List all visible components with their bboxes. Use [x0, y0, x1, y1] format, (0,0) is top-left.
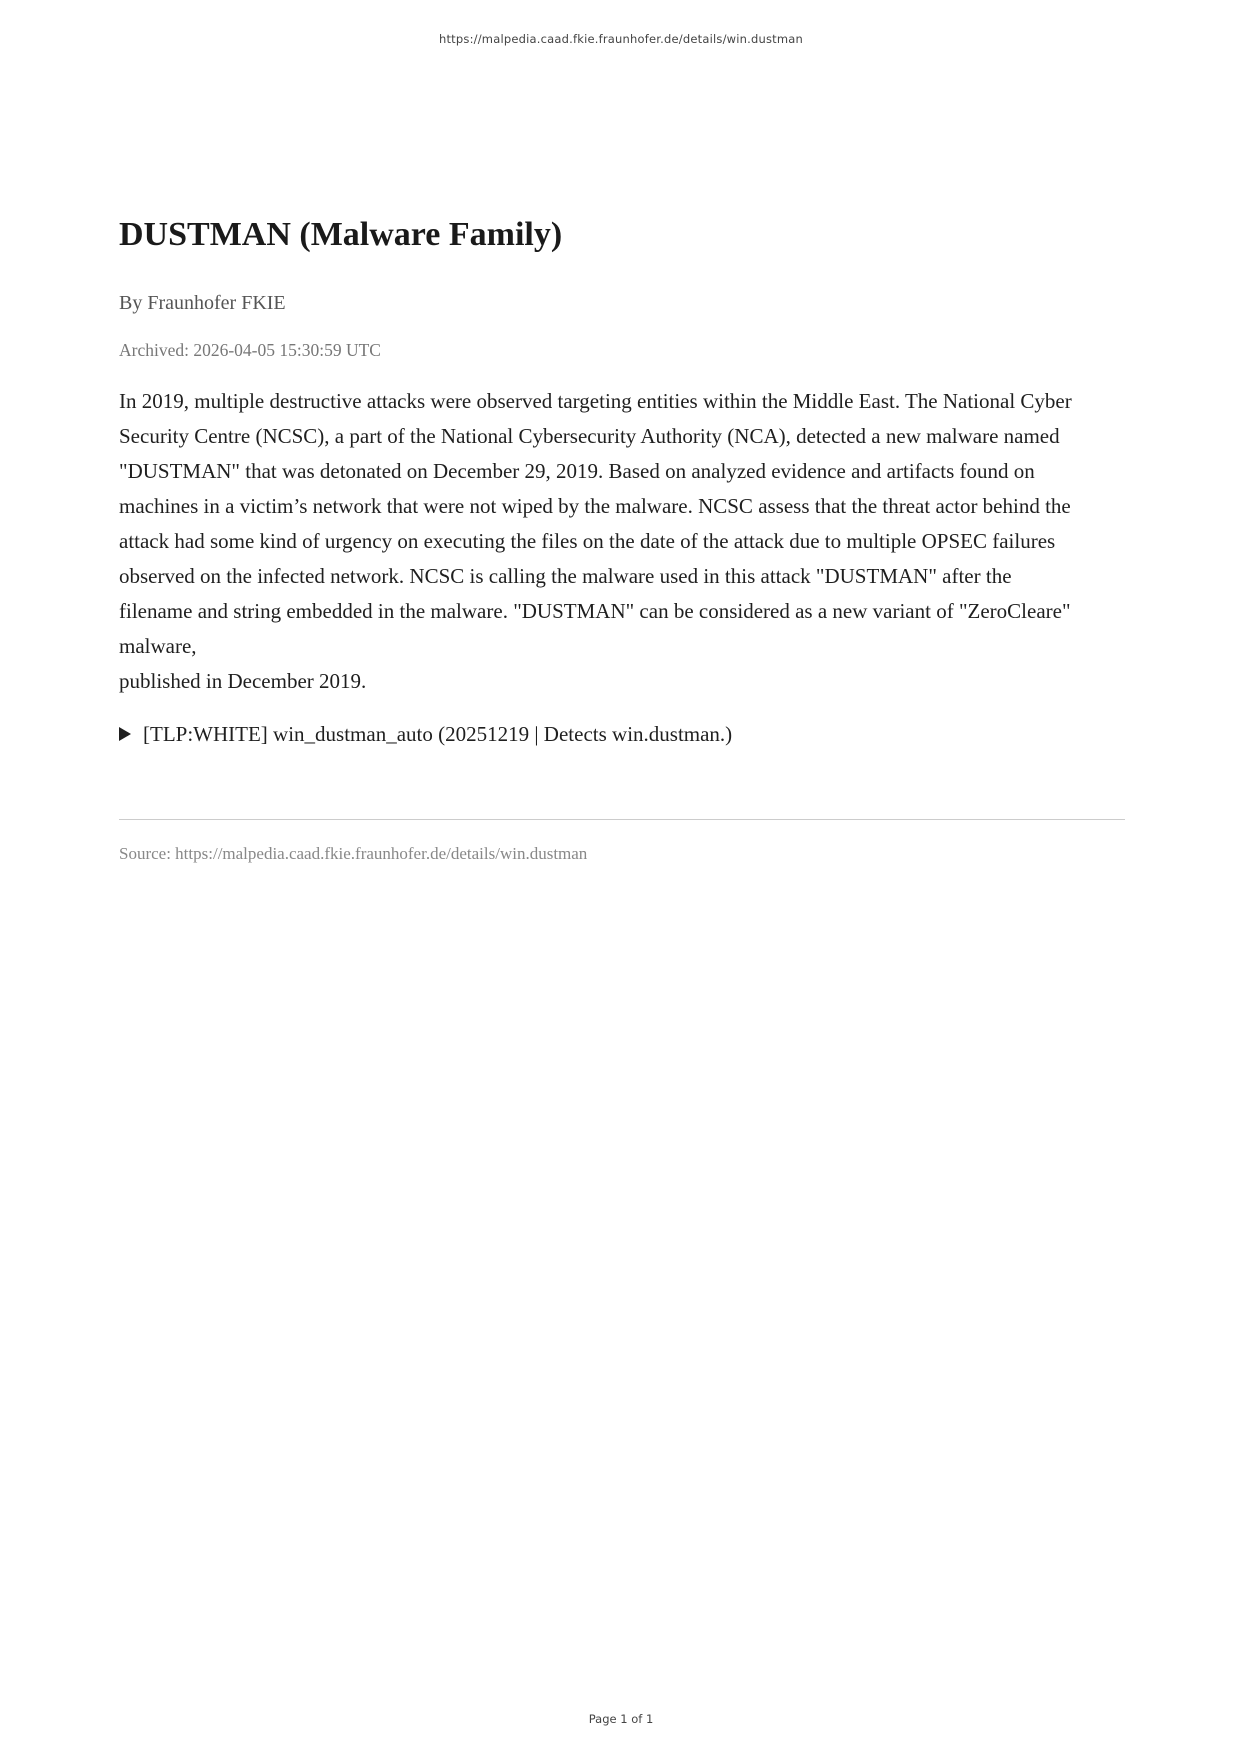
description-line: Security Centre (NCSC), a part of the National Cybersecurity Authority (NCA), detected a new malware named: [119, 424, 1060, 448]
description: [119, 384, 1125, 699]
archived-timestamp: Archived: 2026-04-05 15:30:59 UTC: [119, 340, 381, 360]
description-line: machines in a victim’s network that were not wiped by the malware. NCSC assess that the threat actor behind the: [119, 494, 1071, 518]
divider: [119, 819, 1125, 820]
description-line: observed on the infected network. NCSC is calling the malware used in this attack "DUSTMAN" after the: [119, 564, 1012, 588]
description-line: filename and string embedded in the malware. "DUSTMAN" can be considered as a new variant of "ZeroCleare": [119, 599, 1071, 623]
description-line: In 2019, multiple destructive attacks were observed targeting entities within the Middle East. The National Cyber: [119, 389, 1072, 413]
description-line: published in December 2019.: [119, 669, 367, 693]
page-number: Page 1 of 1: [588, 1712, 654, 1726]
description-line: malware,: [119, 634, 197, 658]
disclosure-triangle-icon[interactable]: [119, 727, 131, 741]
page-header-url: https://malpedia.caad.fkie.fraunhofer.de/details/win.dustman: [438, 32, 804, 46]
page-title: DUSTMAN (Malware Family): [119, 216, 563, 253]
description-line: attack had some kind of urgency on executing the files on the date of the attack due to multiple OPSEC failures: [119, 529, 1056, 553]
article: [119, 210, 1125, 866]
yara-rule-disclosure[interactable]: [119, 719, 1125, 749]
source-link: Source: https://malpedia.caad.fkie.fraunhofer.de/details/win.dustman: [119, 844, 588, 863]
byline: By Fraunhofer FKIE: [119, 292, 286, 314]
description-line: "DUSTMAN" that was detonated on December 29, 2019. Based on analyzed evidence and artifacts found on: [119, 459, 1035, 483]
yara-rule-label: [TLP:WHITE] win_dustman_auto (20251219 | Detects win.dustman.): [143, 722, 733, 746]
